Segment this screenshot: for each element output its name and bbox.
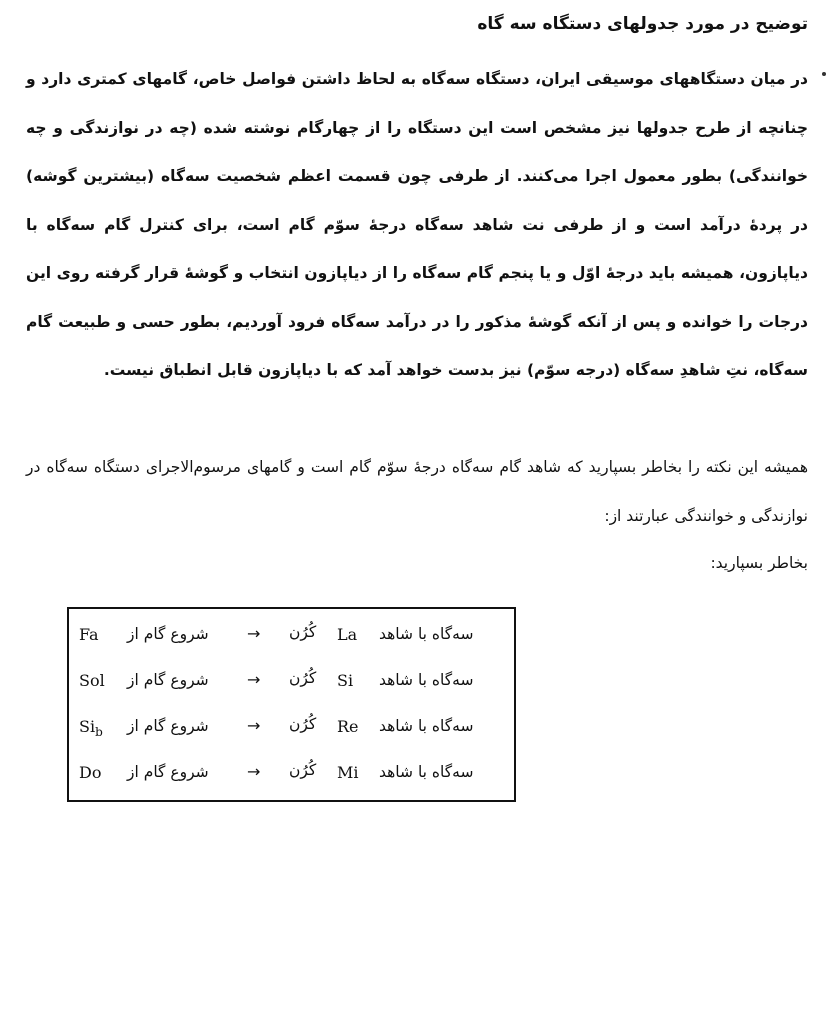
scale-row (69, 663, 514, 703)
koron-label: کُرُن (289, 761, 317, 779)
scale-row (69, 617, 514, 657)
arrow-icon: → (247, 762, 261, 781)
shahed-note: Mi (337, 763, 359, 782)
koron-label: کُرُن (289, 669, 317, 687)
shahed-label: سه‌گاه با شاهد (379, 763, 474, 781)
remember-label: بخاطر بسپارید: (710, 554, 808, 572)
arrow-icon: → (247, 624, 261, 643)
start-note: Sol (79, 671, 105, 690)
start-note: Do (79, 763, 102, 782)
scale-row (69, 709, 514, 749)
start-note: Fa (79, 625, 99, 644)
start-label: شروع گام از (127, 671, 209, 689)
scale-row (69, 755, 514, 795)
shahed-label: سه‌گاه با شاهد (379, 717, 474, 735)
shahed-label: سه‌گاه با شاهد (379, 625, 474, 643)
koron-label: کُرُن (289, 623, 317, 641)
page-title: توضیح در مورد جدولهای دستگاه سه گاه (477, 14, 808, 34)
start-label: شروع گام از (127, 625, 209, 643)
scale-table (67, 607, 516, 802)
koron-label: کُرُن (289, 715, 317, 733)
start-label: شروع گام از (127, 763, 209, 781)
shahed-note: Re (337, 717, 359, 736)
paragraph-reminder: همیشه این نکته را بخاطر بسپارید که شاهد گام سه‌گاه درجهٔ سوّم گام است و گامهای مرسوم‌الاجرای دستگاه سه‌گاه در نوازندگی و خوانندگی عبارتند از: (26, 458, 808, 525)
start-note: $Si_b$ (79, 717, 103, 740)
paragraph-intro: در میان دستگاههای موسیقی ایران، دستگاه سه‌گاه به لحاظ داشتن فواصل خاص، گامهای کمتری دارد و چنانچه از طرح جدولها نیز مشخص است این دستگاه را از چهارگام نوشته شده (چه در نوازندگی و چه خوانندگی) بطور معمول اجرا می‌کنند. از طرفی چون قسمت اعظم شخصیت سه‌گاه (بیشترین گوشه) در پردهٔ درآمد است و از طرفی نت شاهد سه‌گاه درجهٔ سوّم گام است، برای کنترل گام سه‌گاه با دیاپازون، همیشه باید درجهٔ اوّل و یا پنجم گام سه‌گاه را از دیاپازون انتخاب و گوشهٔ قرار گرفته روی این درجات را خوانده و پس از آنکه گوشهٔ مذکور را در درآمد سه‌گاه فرود آوردیم، بطور حسی و طبیعت گام سه‌گاه، نتِ شاهدِ سه‌گاه (درجه سوّم) نیز بدست خواهد آمد که با دیاپازون قابل انطباق نیست. (26, 70, 808, 379)
start-label: شروع گام از (127, 717, 209, 735)
shahed-note: La (337, 625, 358, 644)
shahed-label: سه‌گاه با شاهد (379, 671, 474, 689)
arrow-icon: → (247, 670, 261, 689)
margin-bullet-mark (822, 72, 826, 76)
shahed-note: Si (337, 671, 354, 690)
arrow-icon: → (247, 716, 261, 735)
